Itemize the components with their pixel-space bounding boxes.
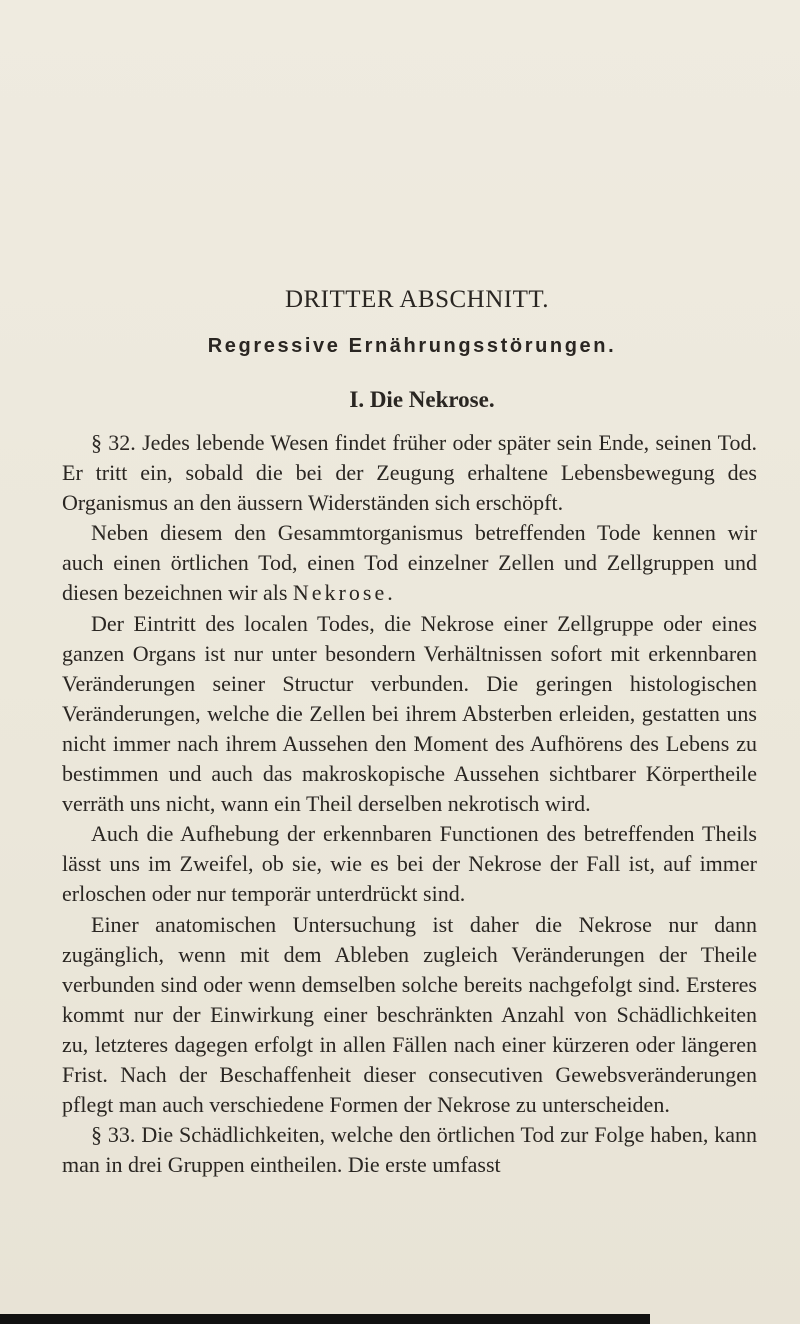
- term-nekrose: Nekrose: [292, 580, 388, 606]
- paragraph-text: Neben diesem den Gesammtorganismus betreffenden Tode kennen wir auch einen örtlichen Tod, einen Tod einzelner Zellen und Zellgruppen und diesen bezeichnen wir als: [62, 520, 757, 606]
- paragraph-32: § 32. Jedes lebende Wesen findet früher oder später sein Ende, seinen Tod. Er tritt ein, sobald die bei der Zeugung erhaltene Lebensbewegung des Organismus an den äussern Widerständen sich erschöpft.: [62, 430, 757, 516]
- paragraph-anatomical: Einer anatomischen Untersuchung ist daher die Nekrose nur dann zugänglich, wenn mit dem Ableben zugleich Veränderungen der Theile verbunden sind oder wenn demselben solche bereits nachgefolgt sind. Ersteres kommt nur der Einwirkung einer beschränkten Anzahl von Schädlichkeiten zu, letzteres dagegen erfolgt in allen Fällen nach einer kürzeren oder längeren Frist. Nach der Beschaffenheit dieser consecutiven Gewebsveränderungen pflegt man auch verschiedene Formen der Nekrose zu unterscheiden.: [62, 911, 757, 1118]
- paragraph-33: § 33. Die Schädlichkeiten, welche den örtlichen Tod zur Folge haben, kann man in drei Gruppen eintheilen. Die erste umfasst: [62, 1122, 757, 1178]
- paragraph-nekrose-definition: [62, 518, 757, 608]
- paragraph-local-death: Der Eintritt des localen Todes, die Nekrose einer Zellgruppe oder eines ganzen Organs ist nur unter besondern Verhältnissen sofort mit erkennbaren Veränderungen seiner Structur verbunden. Die geringen histologischen Veränderungen, welche die Zellen bei ihrem Absterben erleiden, gestatten uns nicht immer nach ihrem Aussehen den Moment des Aufhörens des Lebens zu bestimmen und auch das makroskopische Aussehen sichtbarer Körpertheile verräth uns nicht, wann ein Theil derselben nekrotisch wird.: [62, 610, 757, 817]
- subheading: Regressive Ernährungsstörungen.: [207, 335, 617, 357]
- section-heading: DRITTER ABSCHNITT.: [284, 286, 550, 313]
- paragraph-function-loss: Auch die Aufhebung der erkennbaren Functionen des betreffenden Theils lässt uns im Zweifel, ob sie, wie es bei der Nekrose der Fall ist, auf immer erloschen oder nur temporär unterdrückt sind.: [62, 821, 757, 907]
- chapter-title: I. Die Nekrose.: [349, 387, 495, 412]
- page-edge-shadow: [0, 1314, 650, 1324]
- body-text: [62, 428, 757, 1180]
- paragraph-end: .: [387, 580, 393, 606]
